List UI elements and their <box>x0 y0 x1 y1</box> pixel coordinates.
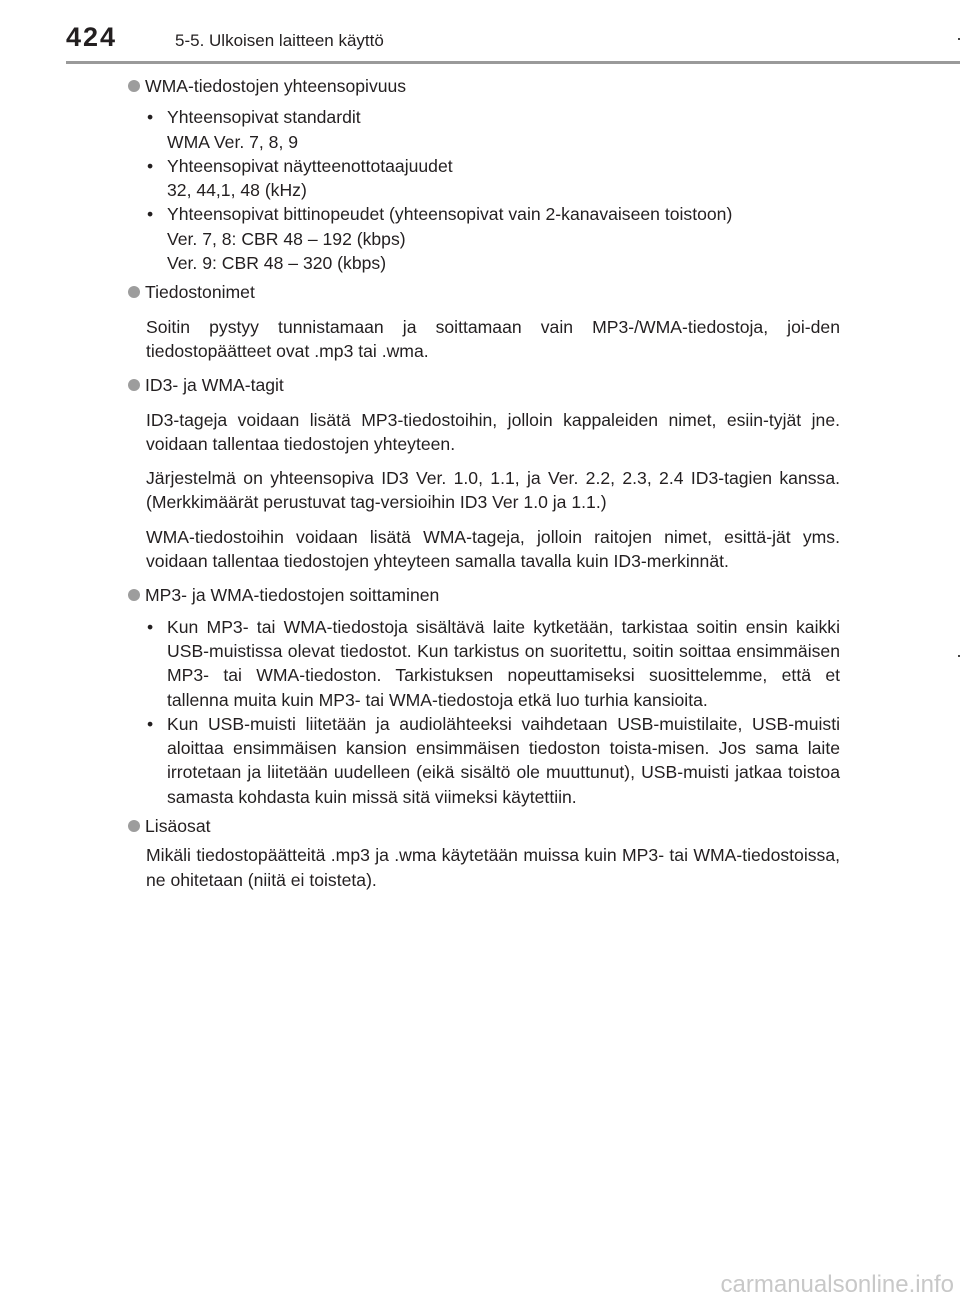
paragraph: WMA-tiedostoihin voidaan lisätä WMA-tageja, jolloin raitojen nimet, esittä-jät yms. voidaan tallentaa tiedostojen yhteyteen samalla tavalla kuin ID3-merkinnät. <box>146 526 840 572</box>
section-heading-wma-compatibility: WMA-tiedostojen yhteensopivuus <box>128 74 840 98</box>
section-heading-id3-wma-tags: ID3- ja WMA-tagit <box>128 373 840 397</box>
header-divider <box>66 61 960 64</box>
bullet-mark-icon: • <box>147 616 154 637</box>
page-content <box>128 74 840 892</box>
paragraph: Järjestelmä on yhteensopiva ID3 Ver. 1.0, 1.1, ja Ver. 2.2, 2.3, 2.4 ID3-tagien kanssa. (Merkkimäärät perustuvat tag-versioihin ID3 Ver 1.0 ja 1.1.) <box>146 468 840 513</box>
bullet-list <box>128 615 840 809</box>
paragraph: Mikäli tiedostopäätteitä .mp3 ja .wma käytetään muissa kuin MP3- tai WMA-tiedostoissa, ne ohitetaan (niitä ei toisteta). <box>146 845 840 890</box>
list-item: • Yhteensopivat bittinopeudet (yhteensopivat vain 2-kanavaiseen toistoon) Ver. 7, 8: CBR 48 – 192 (kbps) Ver. 9: CBR 48 – 320 (kbps) <box>147 204 733 274</box>
page-number: 424 <box>66 22 118 52</box>
bullet-dot-icon <box>128 379 140 391</box>
bullet-dot-icon <box>128 820 140 832</box>
page-header <box>0 0 960 64</box>
list-item: • Yhteensopivat näytteenottotaajuudet 32, 44,1, 48 (kHz) <box>147 155 453 201</box>
bullet-mark-icon: • <box>147 713 154 734</box>
bullet-list <box>128 105 840 275</box>
section-heading-playback: MP3- ja WMA-tiedostojen soittaminen <box>128 583 840 607</box>
paragraph: ID3-tageja voidaan lisätä MP3-tiedostoihin, jolloin kappaleiden nimet, esiin-tyjät jne. voidaan tallentaa tiedostojen yhteyteen. <box>146 409 840 454</box>
section-heading-extensions: Lisäosat <box>128 814 840 838</box>
bullet-mark-icon: • <box>147 155 154 176</box>
watermark: carmanualsonline.info <box>720 1271 954 1298</box>
bullet-mark-icon: • <box>147 204 154 225</box>
list-item: • Kun USB-muisti liitetään ja audiolähteeksi vaihdetaan USB-muistilaite, USB-muisti aloittaa ensimmäisen kansion ensimmäisen tiedoston toista-misen. Jos sama laite irrotetaan ja liitetään uudelleen (eikä sisältö ole muuttunut), USB-muisti jatkaa toistoa samasta kohdasta kuin missä sitä viimeksi käytettiin. <box>147 713 840 807</box>
bullet-dot-icon <box>128 589 140 601</box>
section-title: 5-5. Ulkoisen laitteen käyttö <box>175 31 384 50</box>
list-item: • Yhteensopivat standardit WMA Ver. 7, 8, 9 <box>147 107 361 152</box>
list-item: • Kun MP3- tai WMA-tiedostoja sisältävä laite kytketään, tarkistaa soitin ensin kaikki USB-muistissa olevat tiedostot. Kun tarkistus on suoritettu, soitin soittaa ensimmäisen MP3- tai WMA-tiedoston. Tarkistuksen nopeuttamiseksi suosittelemme, että et tallenna muita kuin MP3- tai WMA-tiedostoja etkä luo turhia kansioita. <box>147 616 840 710</box>
bullet-dot-icon <box>128 80 140 92</box>
section-heading-filenames: Tiedostonimet <box>128 280 840 304</box>
paragraph: Soitin pystyy tunnistamaan ja soittamaan vain MP3-/WMA-tiedostoja, joi-den tiedostopäätteet ovat .mp3 tai .wma. <box>146 316 840 361</box>
bullet-dot-icon <box>128 286 140 298</box>
bullet-mark-icon: • <box>147 107 154 128</box>
